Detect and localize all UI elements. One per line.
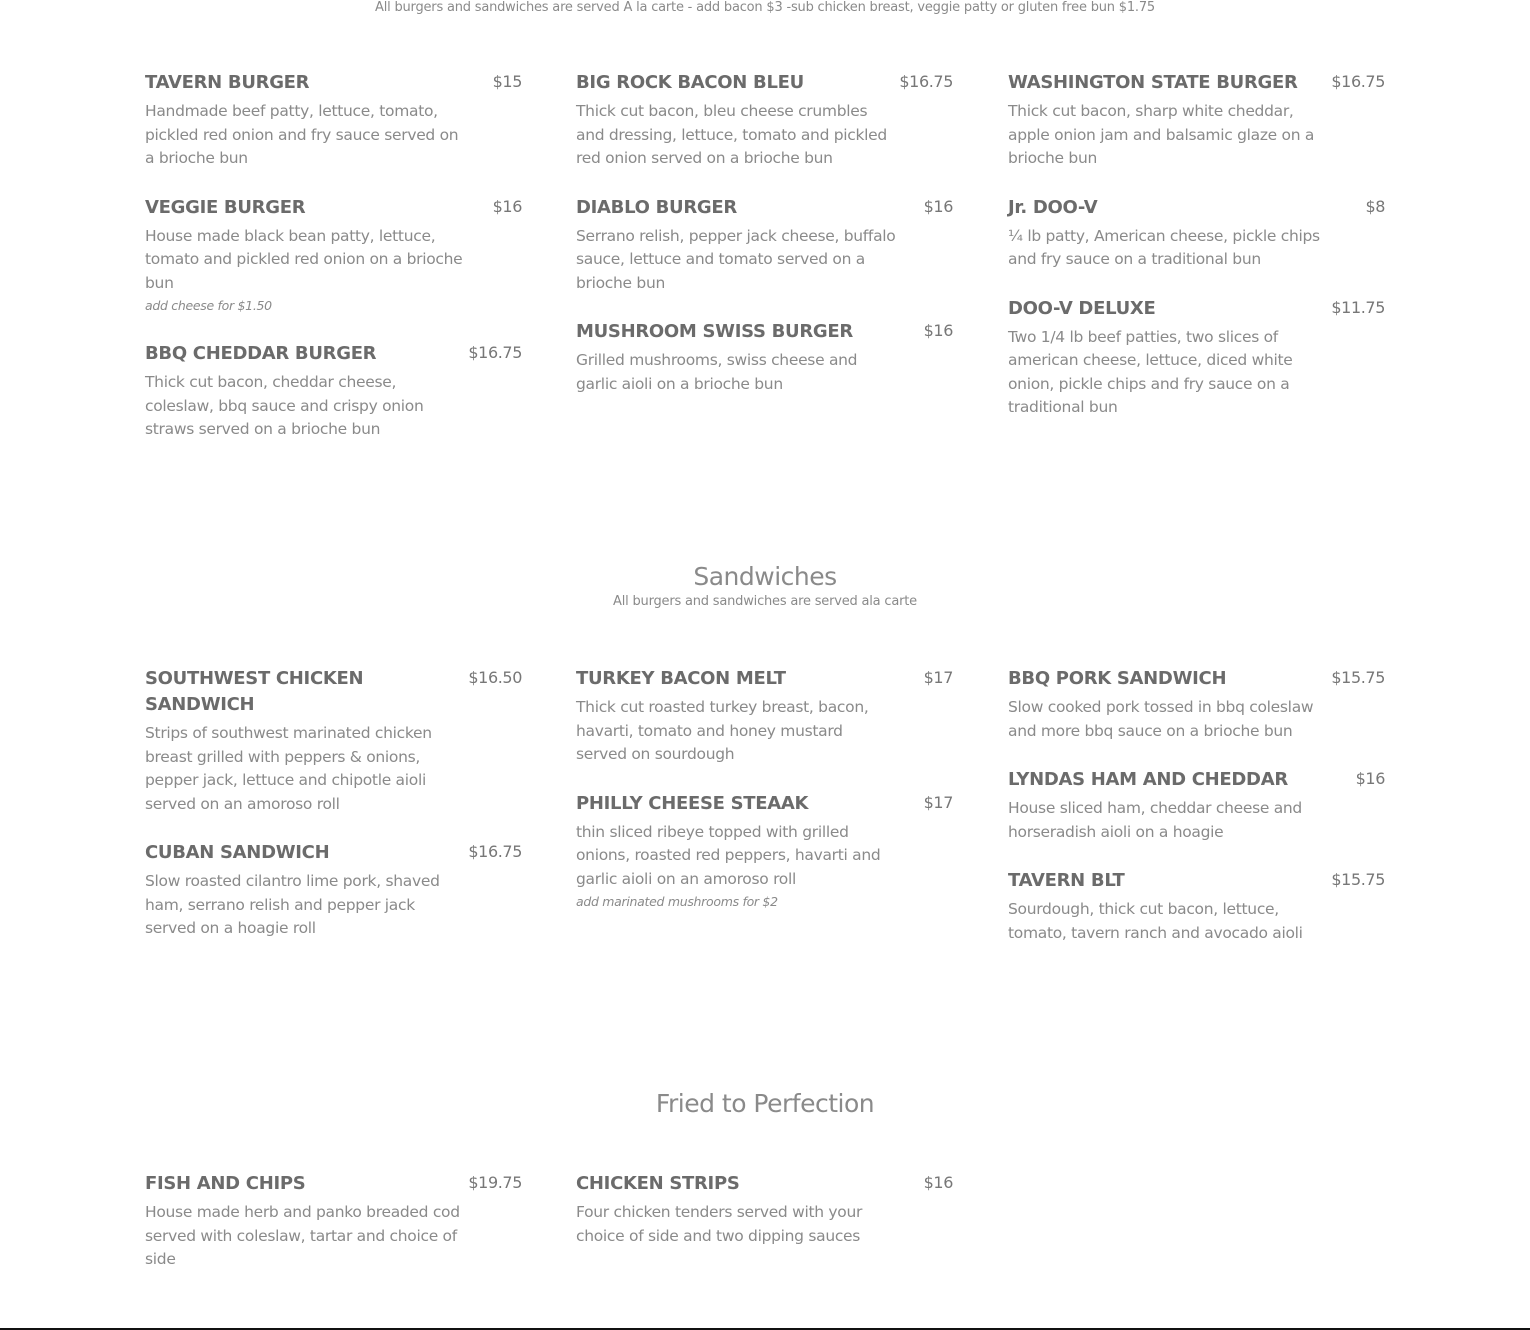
menu-item-name: FISH AND CHIPS (145, 1173, 306, 1194)
menu-item-description: Sourdough, thick cut bacon, lettuce, tomato, tavern ranch and avocado aioli (1008, 900, 1303, 942)
menu-item-price: $15 (492, 72, 522, 91)
menu-item-description: Four chicken tenders served with your choice of side and two dipping sauces (576, 1203, 863, 1245)
menu-item-price: $16 (1355, 769, 1385, 788)
section-title: Fried to Perfection (655, 1089, 875, 1118)
menu-item-name: CUBAN SANDWICH (145, 842, 330, 863)
menu-item-name: SOUTHWEST CHICKEN SANDWICH (145, 668, 364, 715)
menu-item-name: Jr. DOO-V (1008, 196, 1098, 218)
menu-item-description: Thick cut bacon, sharp white cheddar, apple onion jam and balsamic glaze on a brioche bun (1008, 102, 1315, 167)
menu-item (145, 341, 522, 442)
menu-column (1008, 666, 1385, 969)
menu-item-price: $16.75 (1331, 72, 1385, 91)
menu-item (576, 319, 953, 396)
menu-column (576, 70, 953, 420)
menu-item (1008, 666, 1385, 743)
menu-column (1008, 70, 1385, 444)
menu-item (576, 791, 953, 914)
menu-item-price: $16.75 (899, 72, 953, 91)
menu-item-price: $8 (1365, 196, 1385, 216)
menu-item (145, 666, 522, 816)
menu-item (576, 195, 953, 296)
menu-item-description: thin sliced ribeye topped with grilled onions, roasted red peppers, havarti and garlic aioli on an amoroso roll (576, 822, 881, 888)
menu-item-description: House made black bean patty, lettuce, tomato and pickled red onion on a brioche bun (145, 226, 463, 292)
menu-item-name: WASHINGTON STATE BURGER (1008, 72, 1298, 93)
menu-item-description: Thick cut bacon, cheddar cheese, coleslaw, bbq sauce and crispy onion straws served on a brioche bun (145, 373, 424, 438)
menu-item-price: $15.75 (1331, 668, 1385, 687)
menu-item-description: Two 1/4 lb beef patties, two slices of american cheese, lettuce, diced white onion, pickle chips and fry sauce on a traditional bun (1008, 327, 1293, 416)
menu-item-name: CHICKEN STRIPS (576, 1173, 740, 1194)
menu-item-description: Slow roasted cilantro lime pork, shaved ham, serrano relish and pepper jack served on a hoagie roll (145, 872, 440, 937)
menu-item-description: Thick cut roasted turkey breast, bacon, havarti, tomato and honey mustard served on sourdough (576, 698, 869, 763)
menu-column (145, 666, 522, 965)
menu-item-name: TAVERN BLT (1008, 870, 1125, 891)
menu-item-name: BBQ CHEDDAR BURGER (145, 343, 377, 364)
menu-column (576, 666, 953, 937)
menu-item-name: BIG ROCK BACON BLEU (576, 72, 804, 93)
menu-item-description: Handmade beef patty, lettuce, tomato, pickled red onion and fry sauce served on a brioche bun (145, 102, 459, 167)
menu-item-description: House made herb and panko breaded cod served with coleslaw, tartar and choice of side (145, 1203, 460, 1268)
menu-item (576, 666, 953, 767)
burgers-note: All burgers and sandwiches are served A la carte - add bacon $3 -sub chicken breast, veggie patty or gluten free bun $1.75 (375, 0, 1155, 15)
menu-item-name: TAVERN BURGER (145, 72, 310, 93)
menu-item-name: DOO-V DELUXE (1008, 297, 1156, 319)
menu-item-description: Slow cooked pork tossed in bbq coleslaw and more bbq sauce on a brioche bun (1008, 698, 1314, 740)
menu-item (1008, 195, 1385, 272)
menu-item-price: $16.50 (468, 668, 522, 687)
menu-item-description: Thick cut bacon, bleu cheese crumbles and dressing, lettuce, tomato and pickled red onion served on a brioche bun (576, 102, 887, 167)
menu-item-name: PHILLY CHEESE STEAAK (576, 792, 809, 814)
menu-item-name: MUSHROOM SWISS BURGER (576, 321, 853, 342)
section-subtitle: All burgers and sandwiches are served ala carte (613, 594, 917, 609)
menu-item (576, 1171, 953, 1248)
menu-item-price: $16 (492, 196, 522, 216)
menu-item-name: TURKEY BACON MELT (576, 668, 786, 689)
menu-item-description: ¼ lb patty, American cheese, pickle chips and fry sauce on a traditional bun (1008, 226, 1320, 268)
menu-column (576, 1171, 953, 1272)
menu-item (1008, 70, 1385, 171)
menu-item-description: Strips of southwest marinated chicken breast grilled with peppers & onions, pepper jack, lettuce and chipotle aioli served on an amoroso roll (145, 724, 432, 813)
menu-item (145, 70, 522, 171)
menu-item (145, 195, 522, 318)
menu-item-price: $16.75 (468, 343, 522, 362)
menu-item-name: VEGGIE BURGER (145, 196, 306, 218)
menu-item-price: $16 (923, 321, 953, 340)
menu-item-price: $15.75 (1331, 870, 1385, 889)
menu-item-description: Serrano relish, pepper jack cheese, buffalo sauce, lettuce and tomato served on a brioche bun (576, 226, 896, 292)
menu-item-note: add marinated mushrooms for $2 (576, 894, 778, 909)
menu-item (576, 70, 953, 171)
menu-column (145, 1171, 522, 1296)
menu-item-price: $17 (923, 668, 953, 687)
menu-item-price: $16 (923, 1173, 953, 1192)
menu-item-name: LYNDAS HAM AND CHEDDAR (1008, 769, 1288, 790)
menu-item-price: $16.75 (468, 842, 522, 861)
menu-item (145, 1171, 522, 1272)
menu-item (145, 840, 522, 941)
menu-item-price: $19.75 (468, 1173, 522, 1192)
menu-item (1008, 296, 1385, 420)
menu-item (1008, 767, 1385, 844)
menu-column (145, 70, 522, 466)
menu-item-price: $17 (923, 792, 953, 812)
menu-item-price: $16 (923, 196, 953, 216)
menu-item-description: Grilled mushrooms, swiss cheese and garlic aioli on a brioche bun (576, 351, 858, 393)
menu-item-name: BBQ PORK SANDWICH (1008, 668, 1227, 689)
menu-item-note: add cheese for $1.50 (145, 298, 272, 313)
section-title: Sandwiches (693, 562, 837, 591)
menu-item-price: $11.75 (1331, 297, 1385, 317)
menu-item-description: House sliced ham, cheddar cheese and horseradish aioli on a hoagie (1008, 799, 1302, 841)
menu-item (1008, 868, 1385, 945)
menu-item-name: DIABLO BURGER (576, 196, 737, 218)
